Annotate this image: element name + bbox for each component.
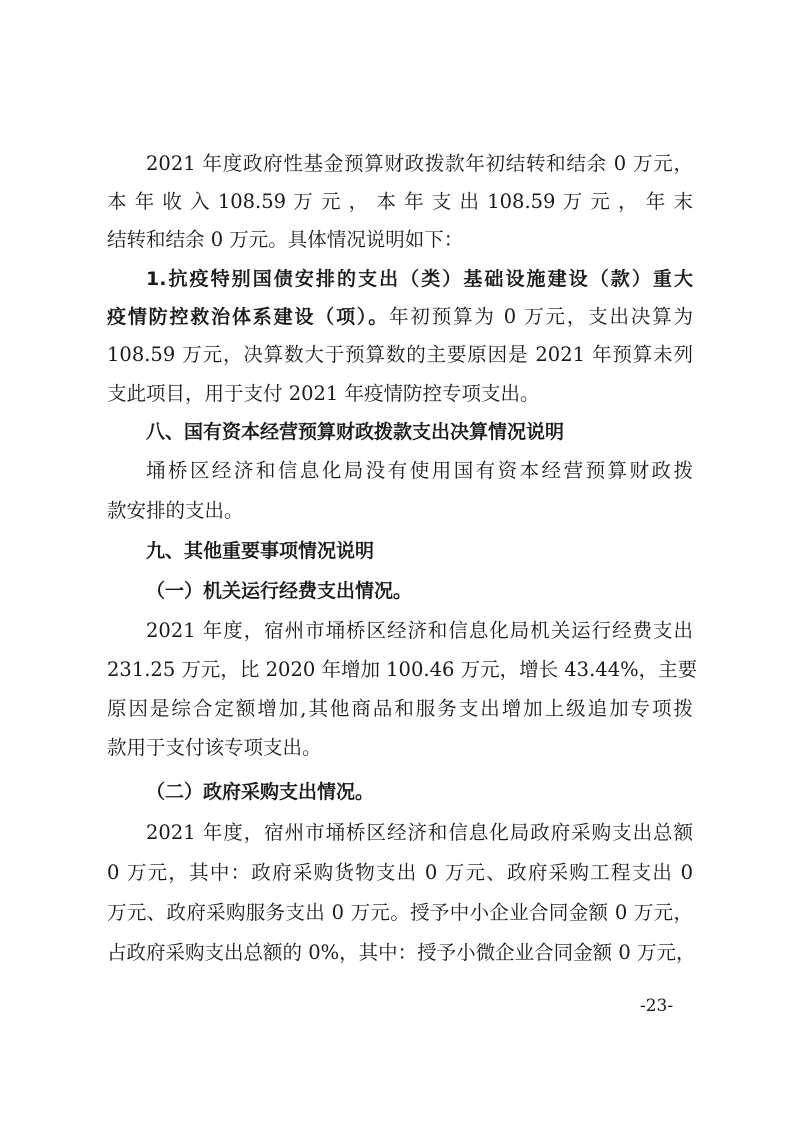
paragraph-line — [107, 297, 693, 337]
paragraph-line: 本 年 收 入 108.59 万 元 ， 本 年 支 出 108.59 万 元 ， 年 末 — [107, 190, 693, 213]
bold-item-heading: 1.抗疫特别国债安排的支出（类）基础设施建设（款）重大 — [146, 268, 693, 290]
paragraph-line: 2021 年度政府性基金预算财政拨款年初结转和结余 0 万元， — [146, 152, 693, 175]
paragraph-line: 0 万元，其中：政府采购货物支出 0 万元、政府采购工程支出 0 — [107, 861, 693, 884]
subsection-heading: （一）机关运行经费支出情况。 — [146, 580, 413, 602]
paragraph-line: 原因是综合定额增加,其他商品和服务支出增加上级追加专项拨 — [107, 697, 693, 720]
paragraph-line: 108.59 万元，决算数大于预算数的主要原因是 2021 年预算未列 — [107, 343, 693, 366]
paragraph-line: 万元、政府采购服务支出 0 万元。授予中小企业合同金额 0 万元， — [107, 901, 693, 924]
page-number: -23- — [640, 996, 674, 1016]
paragraph-line: 占政府采购支出总额的 0%，其中：授予小微企业合同金额 0 万元， — [107, 941, 696, 964]
paragraph-line: 埇桥区经济和信息化局没有使用国有资本经营预算财政拨 — [146, 459, 693, 482]
bold-item-heading-continued: 疫情防控救治体系建设（项）。 — [107, 306, 390, 328]
section-heading: 八、国有资本经营预算财政拨款支出决算情况说明 — [146, 421, 565, 443]
paragraph-line: 款安排的支出。 — [107, 499, 244, 522]
paragraph-line: 2021 年度，宿州市埇桥区经济和信息化局政府采购支出总额 — [146, 821, 693, 844]
paragraph-line: 款用于支付该专项支出。 — [107, 736, 322, 759]
section-heading: 九、其他重要事项情况说明 — [146, 540, 375, 562]
subsection-heading: （二）政府采购支出情况。 — [146, 781, 375, 803]
paragraph-line: 2021 年度，宿州市埇桥区经济和信息化局机关运行经费支出 — [146, 619, 693, 642]
paragraph-text: 年初预算为 0 万元，支出决算为 — [389, 305, 693, 328]
paragraph-line: 支此项目，用于支付 2021 年疫情防控专项支出。 — [107, 382, 540, 405]
paragraph-line: 231.25 万元，比 2020 年增加 100.46 万元，增长 43.44%，主要 — [107, 658, 698, 681]
paragraph-line: 结转和结余 0 万元。具体情况说明如下： — [107, 228, 464, 251]
